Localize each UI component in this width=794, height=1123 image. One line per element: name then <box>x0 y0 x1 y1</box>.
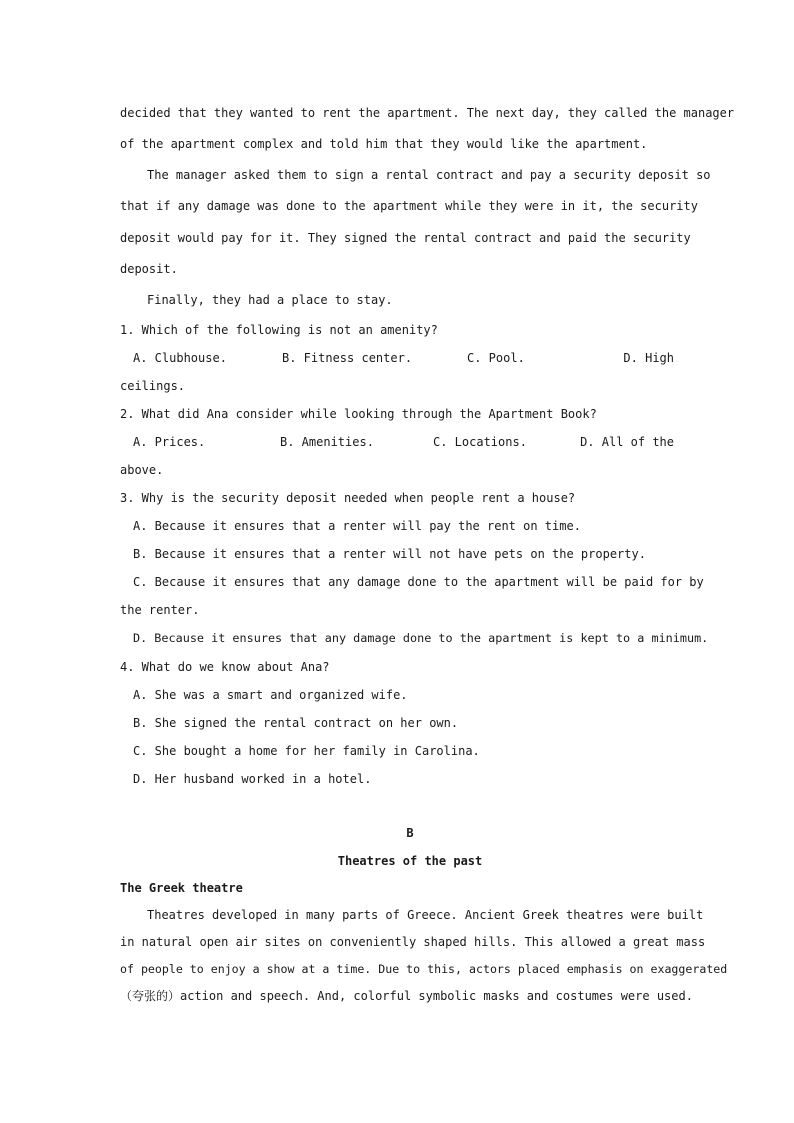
section-letter: B <box>406 826 414 840</box>
answer-option: B. Fitness center. <box>282 351 413 365</box>
section-title: Theatres of the past <box>337 854 483 868</box>
answer-option: D. High <box>623 351 674 365</box>
section-subheading: The Greek theatre <box>120 881 243 895</box>
answer-option: C. She bought a home for her family in Carolina. <box>133 744 480 758</box>
passage-line: of people to enjoy a show at a time. Due to this, actors placed emphasis on exaggerated <box>120 962 728 976</box>
option-wrap: ceilings. <box>120 379 186 393</box>
option-row <box>133 434 674 450</box>
answer-option: A. Because it ensures that a renter will pay the rent on time. <box>133 519 581 533</box>
question-stem: 1. Which of the following is not an amenity? <box>120 323 438 337</box>
passage-line: in natural open air sites on conveniently shaped hills. This allowed a great mass <box>120 935 706 949</box>
passage-line: Finally, they had a place to stay. <box>147 293 393 307</box>
passage-line: of the apartment complex and told him that they would like the apartment. <box>120 137 648 151</box>
passage-line: deposit would pay for it. They signed the rental contract and paid the security <box>120 231 691 245</box>
answer-option: B. Because it ensures that a renter will not have pets on the property. <box>133 547 646 561</box>
answer-option: A. Clubhouse. <box>133 351 227 365</box>
option-wrap: above. <box>120 463 164 477</box>
answer-option: B. She signed the rental contract on her own. <box>133 716 459 730</box>
answer-option: C. Pool. <box>467 351 525 365</box>
answer-option: A. She was a smart and organized wife. <box>133 688 408 702</box>
option-wrap: the renter. <box>120 603 200 617</box>
question-stem: 4. What do we know about Ana? <box>120 660 330 674</box>
passage-line: Theatres developed in many parts of Greece. Ancient Greek theatres were built <box>147 908 704 922</box>
answer-option: D. Because it ensures that any damage done to the apartment is kept to a minimum. <box>133 631 709 645</box>
answer-option: D. All of the <box>580 435 674 449</box>
question-stem: 3. Why is the security deposit needed when people rent a house? <box>120 491 576 505</box>
answer-option: C. Locations. <box>433 435 527 449</box>
passage-line: decided that they wanted to rent the apartment. The next day, they called the manager <box>120 106 735 120</box>
passage-line: （夸张的）action and speech. And, colorful symbolic masks and costumes were used. <box>120 989 693 1003</box>
question-stem: 2. What did Ana consider while looking through the Apartment Book? <box>120 407 597 421</box>
answer-option: C. Because it ensures that any damage done to the apartment will be paid for by <box>133 575 704 589</box>
answer-option: B. Amenities. <box>280 435 374 449</box>
answer-option: D. Her husband worked in a hotel. <box>133 772 372 786</box>
passage-line: deposit. <box>120 262 178 276</box>
passage-line: The manager asked them to sign a rental contract and pay a security deposit so <box>147 168 711 182</box>
option-row <box>133 350 674 366</box>
passage-line: that if any damage was done to the apartment while they were in it, the security <box>120 199 698 213</box>
answer-option: A. Prices. <box>133 435 206 449</box>
